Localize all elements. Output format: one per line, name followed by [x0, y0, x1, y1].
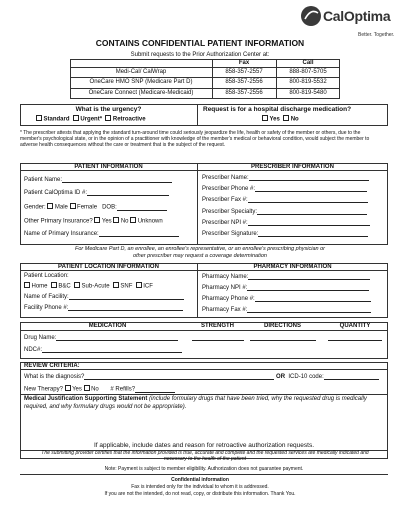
discharge-options: Yes No — [262, 115, 299, 123]
prescriber-signature-field[interactable]: Prescriber Signature: — [202, 231, 368, 237]
new-therapy-yes-checkbox[interactable] — [65, 385, 71, 391]
new-therapy-field: New Therapy? Yes No # Refills? — [24, 385, 175, 393]
fax-number: 858-357-2556 — [225, 90, 263, 96]
strength-input[interactable] — [192, 340, 244, 341]
patient-id-field[interactable]: Patient CalOptima ID #: — [24, 190, 169, 196]
home-checkbox[interactable] — [24, 282, 30, 288]
call-number: 888-807-5705 — [289, 69, 327, 75]
icf-checkbox[interactable] — [136, 282, 142, 288]
snf-checkbox[interactable] — [113, 282, 119, 288]
pharmacy-phone-field[interactable]: Pharmacy Phone #: — [202, 296, 371, 302]
patient-name-field[interactable]: Patient Name: — [24, 177, 172, 183]
logo-name: CalOptima — [323, 8, 391, 24]
fax-number: 858-357-2557 — [225, 69, 263, 75]
call-header: Call — [302, 60, 314, 66]
retroactive-checkbox[interactable] — [105, 115, 111, 121]
quantity-header: QUANTITY — [339, 323, 371, 329]
justification-textarea[interactable] — [24, 412, 384, 440]
payment-note: Note: Payment is subject to member eligibility. Authorization does not guarantee payment. — [104, 466, 304, 472]
dob-input[interactable] — [117, 205, 167, 211]
prescriber-fax-field[interactable]: Prescriber Fax #: — [202, 197, 368, 203]
disclaimer-text: * The prescriber attests that applying the standard turn-around time could seriously jeopardize the life, health or safety of the member or others, due to the member's psychological state, or in the opinion of a practitioner with knowledge of the member's medical or behavioral condition, would subject the member to adverse health consequences without the care or treatment that is the subject of the request. — [20, 130, 370, 149]
plan-name: OneCare HMO SNP (Medicare Part D) — [89, 79, 193, 85]
pharmacy-npi-field[interactable]: Pharmacy NPI #: — [202, 285, 369, 291]
pharmacy-fax-field[interactable]: Pharmacy Fax #: — [202, 307, 371, 313]
prescriber-phone-field[interactable]: Prescriber Phone #: — [202, 186, 367, 192]
justification-prompt: Medical Justification Supporting Statement (include formulary drugs that have been tried, why the requested drug is medically required, and why formulary drugs would not be appropriate). — [24, 396, 367, 410]
female-checkbox[interactable] — [70, 203, 76, 209]
icd-input[interactable] — [324, 374, 379, 380]
prescriber-specialty-field[interactable]: Prescriber Specialty: — [202, 209, 367, 215]
male-checkbox[interactable] — [47, 203, 53, 209]
medicare-note: For Medicare Part D, an enrollee, an enrollee's representative, or an enrollee's prescribing physician or other prescriber may request a coverage determination — [74, 246, 326, 259]
facility-name-field[interactable]: Name of Facility: — [24, 294, 184, 300]
plan-name: OneCare Connect (Medicare-Medicaid) — [88, 90, 194, 96]
ndc-field[interactable]: NDC#: — [24, 347, 182, 353]
prescriber-npi-field[interactable]: Prescriber NPI #: — [202, 220, 370, 226]
patient-location-label: Patient Location: — [24, 273, 69, 279]
diagnosis-input[interactable] — [84, 374, 274, 380]
pharmacy-name-field[interactable]: Pharmacy Name: — [202, 274, 370, 280]
certify-text: The submitting provider certifies that the information provided is true, accurate and complete and the requested services are medically indicated and necessary to the health of the patient — [41, 450, 369, 462]
discharge-yes-checkbox[interactable] — [262, 115, 268, 121]
urgency-options: Standard Urgent* Retroactive — [36, 115, 146, 123]
footer-line-2: If you are not the intended, do not read, copy, or distribute this information. Thank You. — [104, 491, 296, 497]
urgent-checkbox[interactable] — [73, 115, 79, 121]
new-therapy-no-checkbox[interactable] — [84, 385, 90, 391]
plan-name: Medi-Cal/ CalWrap — [115, 69, 167, 75]
drug-name-field[interactable]: Drug Name: — [24, 335, 178, 341]
primary-insurance-field[interactable]: Name of Primary Insurance: — [24, 231, 179, 237]
prescriber-info-heading: PRESCRIBER INFORMATION — [251, 164, 334, 170]
patient-location-options: Home B&C Sub-Acute SNF ICF — [24, 282, 153, 290]
footer-line-1: Fax is intended only for the individual to whom it is addressed. — [131, 484, 269, 490]
page-subtitle: Submit requests to the Prior Authorization Center at: — [130, 52, 270, 58]
footer-heading: Confidential information — [171, 477, 229, 483]
patient-location-heading: PATIENT LOCATION INFORMATION — [58, 264, 159, 270]
call-number: 800-819-5532 — [289, 79, 327, 85]
other-ins-yes-checkbox[interactable] — [94, 217, 100, 223]
call-number: 800-819-5480 — [289, 90, 327, 96]
directions-input[interactable] — [250, 340, 316, 341]
pharmacy-info-heading: PHARMACY INFORMATION — [253, 264, 332, 270]
refills-input[interactable] — [135, 387, 175, 393]
other-insurance-field: Other Primary Insurance? Yes No Unknown — [24, 218, 163, 225]
patient-info-heading: PATIENT INFORMATION — [74, 164, 143, 170]
medication-header: MEDICATION — [88, 323, 127, 329]
retro-instruction: If applicable, include dates and reason for retroactive authorization requests. — [93, 442, 315, 449]
quantity-input[interactable] — [328, 340, 382, 341]
caloptima-logo-icon — [300, 5, 322, 27]
facility-phone-field[interactable]: Facility Phone #: — [24, 305, 183, 311]
urgency-question: What is the urgency? — [75, 106, 142, 113]
page-title: CONTAINS CONFIDENTIAL PATIENT INFORMATION — [95, 38, 305, 48]
diagnosis-field: What is the diagnosis? OR ICD-10 code: — [24, 374, 379, 380]
gender-field: Gender: Male Female DOB: — [24, 203, 167, 211]
subacute-checkbox[interactable] — [74, 282, 80, 288]
discharge-question: Request is for a hospital discharge medication? — [203, 106, 352, 113]
discharge-no-checkbox[interactable] — [283, 115, 289, 121]
logo — [300, 5, 395, 38]
prescriber-name-field[interactable]: Prescriber Name: — [202, 175, 369, 181]
review-heading: REVIEW CRITERIA: — [24, 363, 80, 369]
standard-checkbox[interactable] — [36, 115, 42, 121]
strength-header: STRENGTH — [201, 323, 234, 329]
logo-tagline: Better. Together. — [358, 32, 395, 38]
other-ins-no-checkbox[interactable] — [113, 217, 119, 223]
bc-checkbox[interactable] — [51, 282, 57, 288]
directions-header: DIRECTIONS — [263, 323, 301, 329]
fax-header: Fax — [238, 60, 250, 66]
other-ins-unknown-checkbox[interactable] — [130, 217, 136, 223]
fax-number: 858-357-2556 — [225, 79, 263, 85]
